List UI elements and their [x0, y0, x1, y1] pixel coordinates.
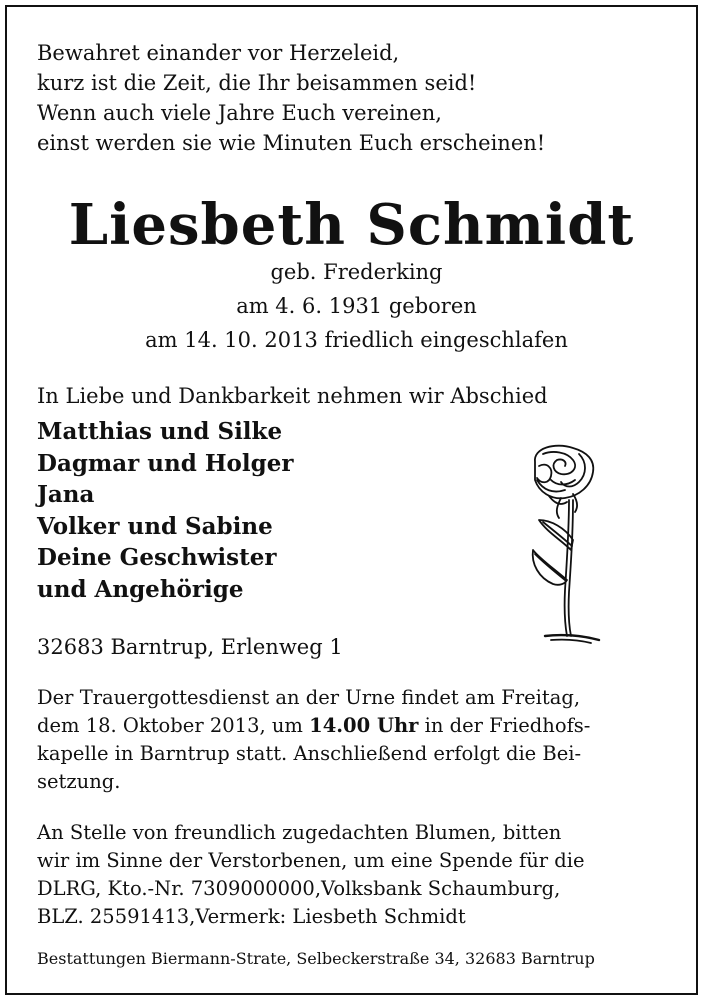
mourner-name: Volker und Sabine — [37, 512, 273, 540]
funeral-home-footer: Bestattungen Biermann-Strate, Selbeckerstraße 34, 32683 Barntrup — [37, 949, 595, 968]
mourner-name: Matthias und Silke — [37, 418, 283, 445]
service-line: Der Trauergottesdienst an der Urne findet am Freitag, — [37, 686, 581, 709]
service-line: setzung. — [37, 770, 121, 793]
death-date: am 14. 10. 2013 friedlich eingeschlafen — [145, 328, 568, 352]
donation-line: BLZ. 25591413,Vermerk: Liesbeth Schmidt — [37, 905, 466, 928]
verse — [37, 38, 545, 158]
verse-line: Bewahret einander vor Herzeleid, — [37, 41, 400, 65]
verse-line: kurz ist die Zeit, die Ihr beisammen seid! — [37, 71, 477, 95]
farewell-intro: In Liebe und Dankbarkeit nehmen wir Abschied — [37, 384, 548, 408]
donation-line: DLRG, Kto.-Nr. 7309000000,Volksbank Schaumburg, — [37, 877, 561, 900]
mourner-list — [37, 416, 293, 605]
service-time: 14.00 Uhr — [309, 714, 419, 737]
mourner-name: und Angehörige — [37, 575, 244, 603]
donation-line: wir im Sinne der Verstorbenen, um eine Spende für die — [37, 849, 585, 872]
family-address: 32683 Barntrup, Erlenweg 1 — [37, 635, 343, 659]
verse-line: Wenn auch viele Jahre Euch vereinen, — [37, 101, 442, 125]
donation-notice — [37, 819, 585, 931]
service-line — [37, 712, 590, 740]
service-line: kapelle in Barntrup statt. Anschließend erfolgt die Bei- — [37, 742, 582, 765]
mourner-name: Deine Geschwister — [37, 544, 277, 571]
service-date: dem 18. Oktober 2013, um — [37, 714, 310, 737]
donation-line: An Stelle von freundlich zugedachten Blumen, bitten — [37, 821, 562, 844]
rose-icon — [495, 440, 625, 650]
birth-name: geb. Frederking — [270, 260, 443, 284]
deceased-name: Liesbeth Schmidt — [68, 192, 635, 258]
mourner-name: Dagmar und Holger — [37, 449, 294, 477]
funeral-service-notice — [37, 684, 590, 796]
birth-date: am 4. 6. 1931 geboren — [236, 294, 477, 318]
service-location: in der Friedhofs- — [418, 714, 591, 737]
verse-line: einst werden sie wie Minuten Euch erscheinen! — [37, 131, 546, 155]
mourner-name: Jana — [37, 481, 95, 508]
life-dates — [0, 255, 703, 357]
